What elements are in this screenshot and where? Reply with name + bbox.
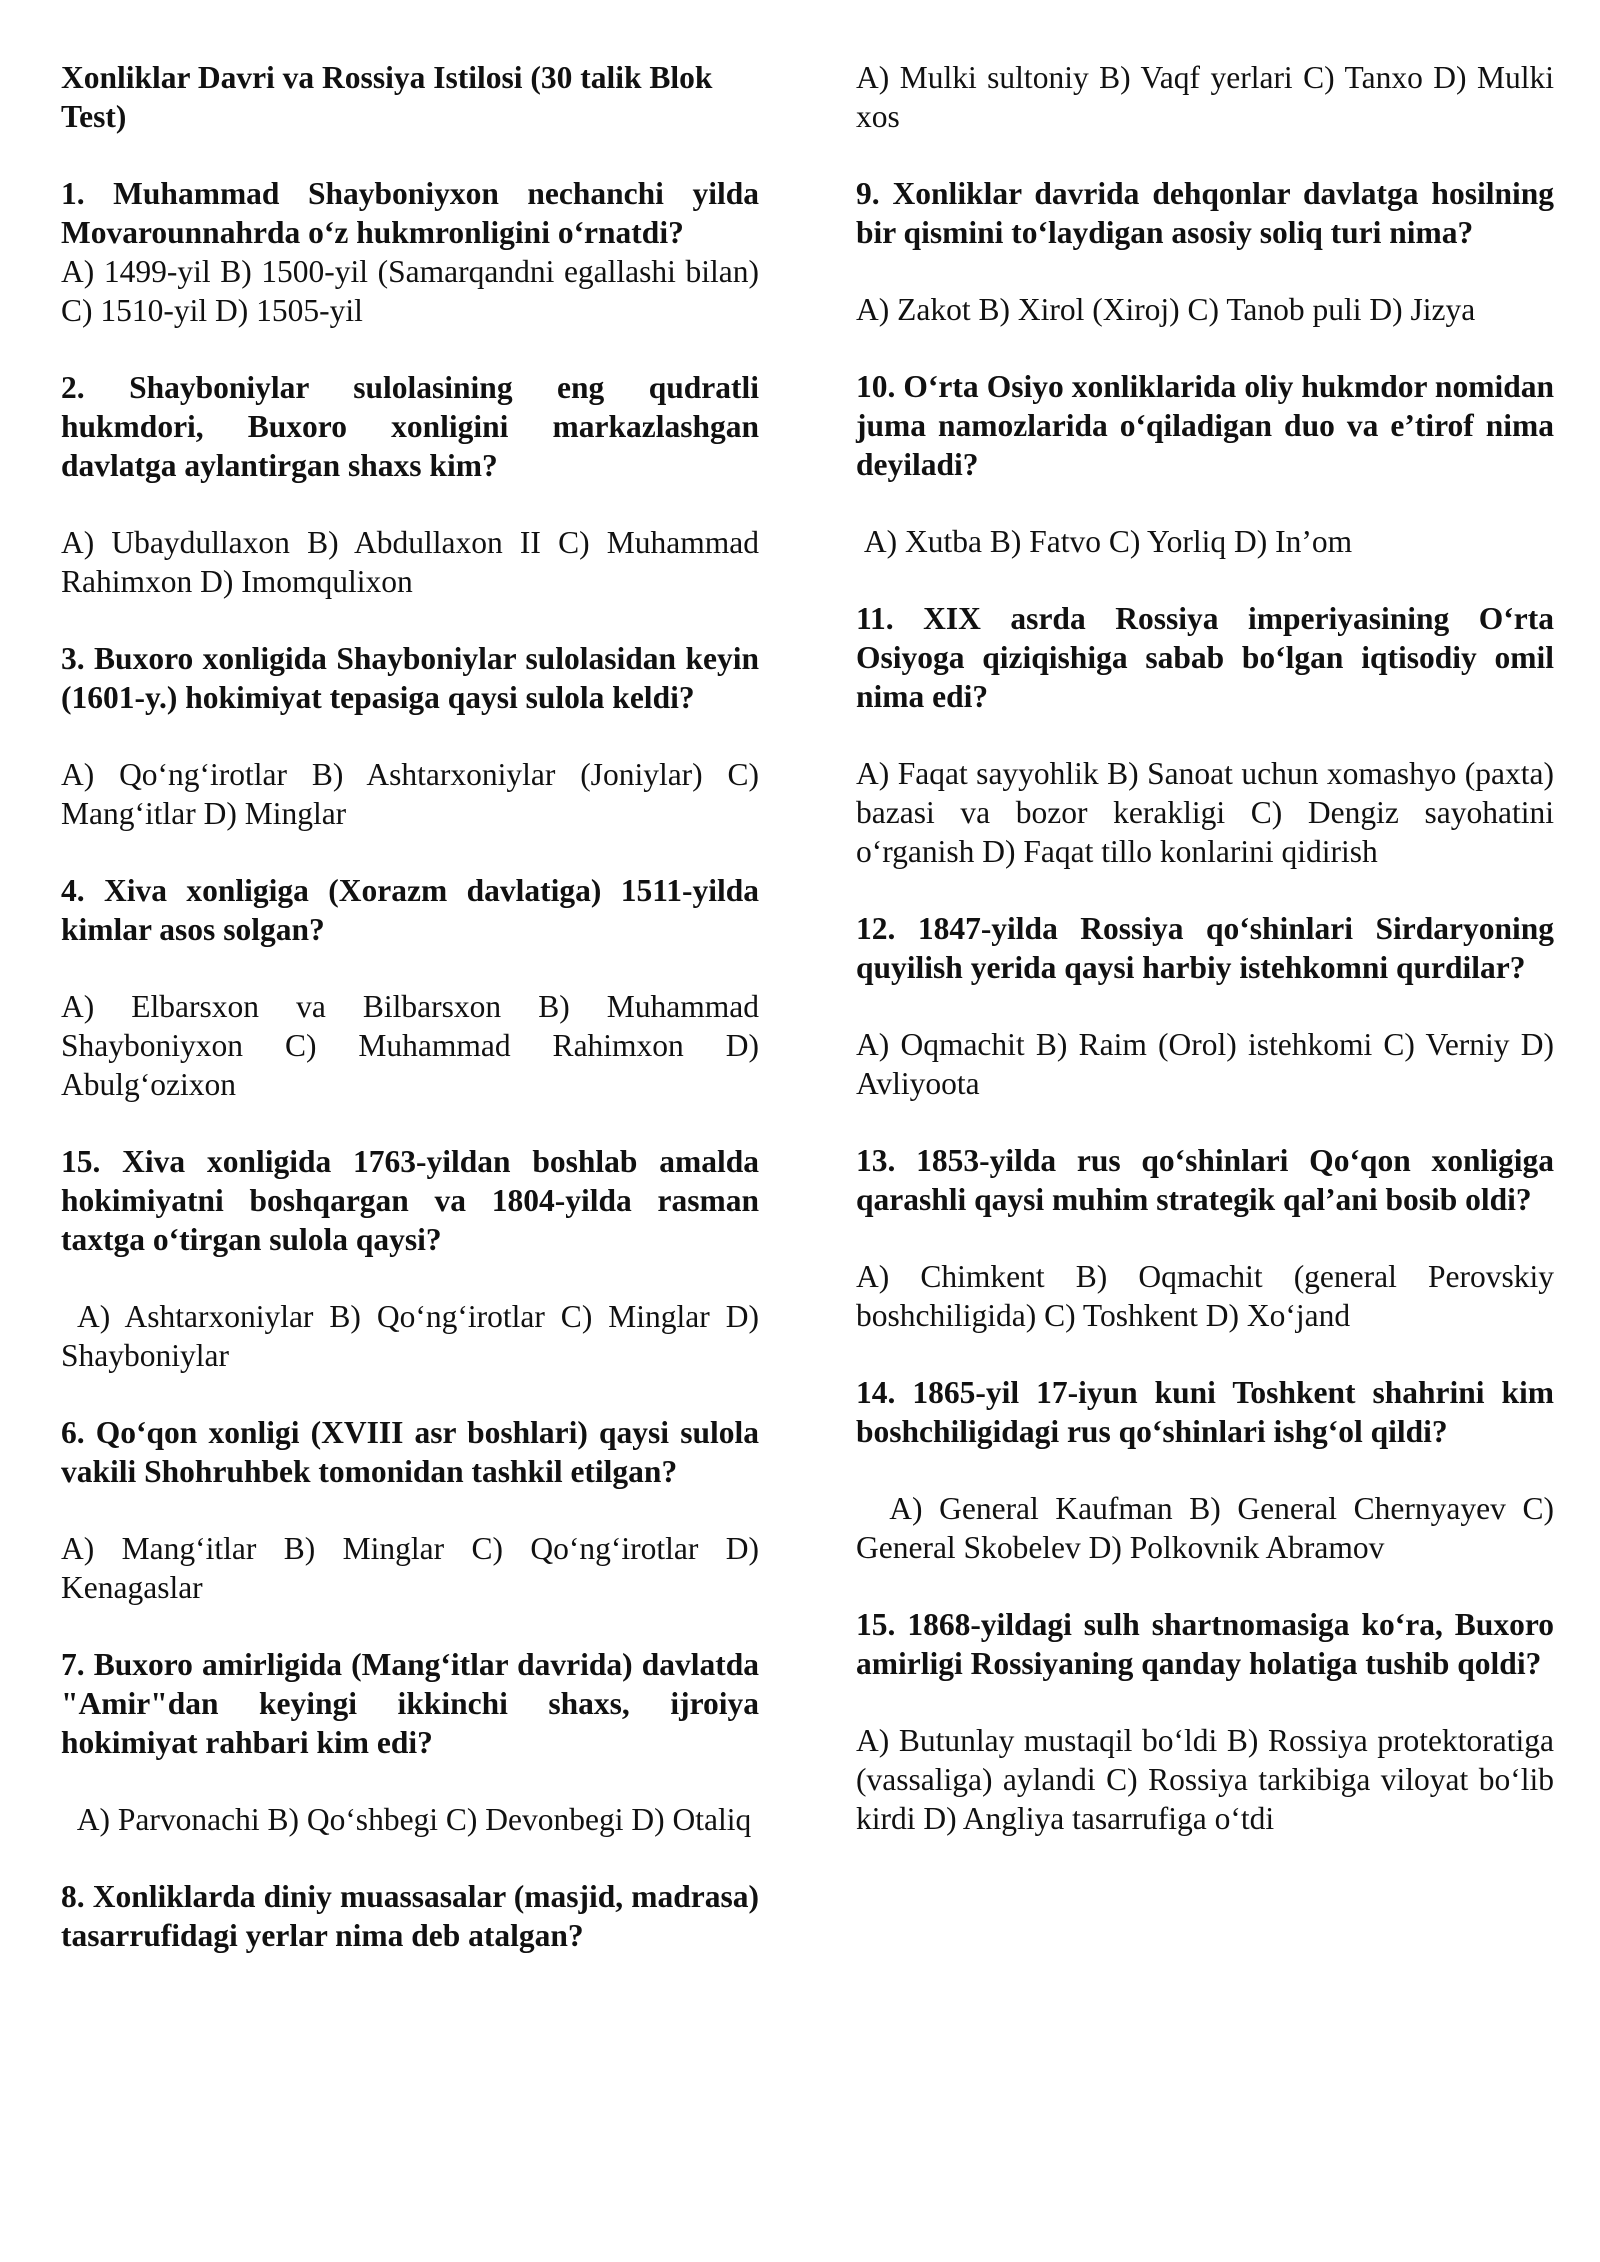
answer-options: A) Mang‘itlar B) Minglar C) Qo‘ng‘irotlar D) Kenagaslar bbox=[61, 1531, 767, 1605]
question-block bbox=[856, 1605, 1562, 1838]
answer-options: A) Butunlay mustaqil bo‘ldi B) Rossiya protektoratiga (vassaliga) aylandi C) Rossiya tarkibiga viloyat bo‘lib kirdi D) Angliya tasarrufiga o‘tdi bbox=[856, 1723, 1562, 1836]
answer-options: A) Mulki sultoniy B) Vaqf yerlari C) Tanxo D) Mulki xos bbox=[856, 60, 1562, 134]
answer-options: A) 1499-yil B) 1500-yil (Samarqandni egallashi bilan) C) 1510-yil D) 1505-yil bbox=[61, 254, 767, 328]
question-text: 9. Xonliklar davrida dehqonlar davlatga hosilning bir qismini to‘laydigan asosiy soliq turi nima? bbox=[856, 176, 1554, 250]
question-text: 6. Qo‘qon xonligi (XVIII asr boshlari) qaysi sulola vakili Shohruhbek tomonidan tashkil etilgan? bbox=[61, 1415, 759, 1489]
question-text: 15. 1868-yildagi sulh shartnomasiga ko‘ra, Buxoro amirligi Rossiyaning qanday holatiga tushib qoldi? bbox=[856, 1607, 1554, 1681]
answer-options: A) Elbarsxon va Bilbarsxon B) Muhammad Shayboniyxon C) Muhammad Rahimxon D) Abulg‘ozixon bbox=[61, 989, 767, 1102]
answer-options: A) Zakot B) Xirol (Xiroj) C) Tanob puli D) Jizya bbox=[856, 292, 1476, 327]
question-block bbox=[61, 1645, 759, 1839]
question-text: 11. XIX asrda Rossiya imperiyasining O‘rta Osiyoga qiziqishiga sabab bo‘lgan iqtisodiy omil nima edi? bbox=[856, 601, 1554, 714]
answer-options: A) Qo‘ng‘irotlar B) Ashtarxoniylar (Joniylar) C) Mang‘itlar D) Minglar bbox=[61, 757, 767, 831]
question-block bbox=[856, 599, 1562, 871]
answer-options: A) Xutba B) Fatvo C) Yorliq D) In’om bbox=[856, 524, 1353, 559]
left-column bbox=[61, 58, 767, 1993]
question-text: 15. Xiva xonligida 1763-yildan boshlab amalda hokimiyatni boshqargan va 1804-yilda rasman taxtga o‘tirgan sulola qaysi? bbox=[61, 1144, 759, 1257]
question-text: 10. O‘rta Osiyo xonliklarida oliy hukmdor nomidan juma namozlarida o‘qiladigan duo va e’tirof nima deyiladi? bbox=[856, 369, 1554, 482]
question-text: 2. Shayboniylar sulolasining eng qudratli hukmdori, Buxoro xonligini markazlashgan davlatga aylantirgan shaxs kim? bbox=[61, 370, 759, 483]
question-block bbox=[856, 174, 1554, 329]
question-text: 3. Buxoro xonligida Shayboniylar sulolasidan keyin (1601-y.) hokimiyat tepasiga qaysi sulola keldi? bbox=[61, 641, 759, 715]
question-block bbox=[61, 639, 767, 833]
question-block bbox=[61, 1142, 767, 1375]
answer-options: A) Oqmachit B) Raim (Orol) istehkomi C) Verniy D) Avliyoota bbox=[856, 1027, 1561, 1101]
question-text: 1. Muhammad Shayboniyxon nechanchi yilda Movarounnahrda o‘z hukmronligini o‘rnatdi? bbox=[61, 176, 759, 250]
answer-options: A) Ashtarxoniylar B) Qo‘ng‘irotlar C) Minglar D) Shayboniylar bbox=[61, 1299, 767, 1373]
question-block bbox=[856, 909, 1561, 1103]
question-block bbox=[61, 1413, 767, 1607]
answer-options: A) Chimkent B) Oqmachit (general Perovskiy boshchiligida) C) Toshkent D) Xo‘jand bbox=[856, 1259, 1562, 1333]
question-block bbox=[61, 368, 767, 601]
question-text: 13. 1853-yilda rus qo‘shinlari Qo‘qon xonligiga qarashli qaysi muhim strategik qal’ani bosib oldi? bbox=[856, 1143, 1554, 1217]
right-column bbox=[856, 58, 1562, 1876]
question-block bbox=[61, 871, 767, 1104]
answer-options: A) Ubaydullaxon B) Abdullaxon II C) Muhammad Rahimxon D) Imomqulixon bbox=[61, 525, 767, 599]
answer-options: A) Parvonachi B) Qo‘shbegi C) Devonbegi D) Otaliq bbox=[61, 1802, 752, 1837]
answer-options: A) Faqat sayyohlik B) Sanoat uchun xomashyo (paxta) bazasi va bozor kerakligi C) Dengiz sayohatini o‘rganish D) Faqat tillo konlarini qidirish bbox=[856, 756, 1562, 869]
answer-options: A) General Kaufman B) General Chernyayev C) General Skobelev D) Polkovnik Abramov bbox=[856, 1491, 1562, 1565]
question-text: 7. Buxoro amirligida (Mang‘itlar davrida) davlatda "Amir"dan keyingi ikkinchi shaxs, ijroiya hokimiyat rahbari kim edi? bbox=[61, 1647, 759, 1760]
question-block bbox=[856, 1141, 1562, 1335]
question-block bbox=[856, 1373, 1562, 1567]
question-block bbox=[856, 367, 1554, 561]
question-block bbox=[61, 174, 767, 330]
question-block bbox=[61, 1877, 759, 1955]
question-text: 8. Xonliklarda diniy muassasalar (masjid, madrasa) tasarrufidagi yerlar nima deb atalgan? bbox=[61, 1879, 759, 1953]
question-text: 14. 1865-yil 17-iyun kuni Toshkent shahrini kim boshchiligidagi rus qo‘shinlari ishg‘ol qildi? bbox=[856, 1375, 1554, 1449]
question-text: 4. Xiva xonligiga (Xorazm davlatiga) 1511-yilda kimlar asos solgan? bbox=[61, 873, 759, 947]
question-block bbox=[856, 58, 1562, 136]
document-title: Xonliklar Davri va Rossiya Istilosi (30 talik Blok Test) bbox=[61, 60, 713, 134]
question-text: 12. 1847-yilda Rossiya qo‘shinlari Sirdaryoning quyilish yerida qaysi harbiy istehkomni qurdilar? bbox=[856, 911, 1554, 985]
